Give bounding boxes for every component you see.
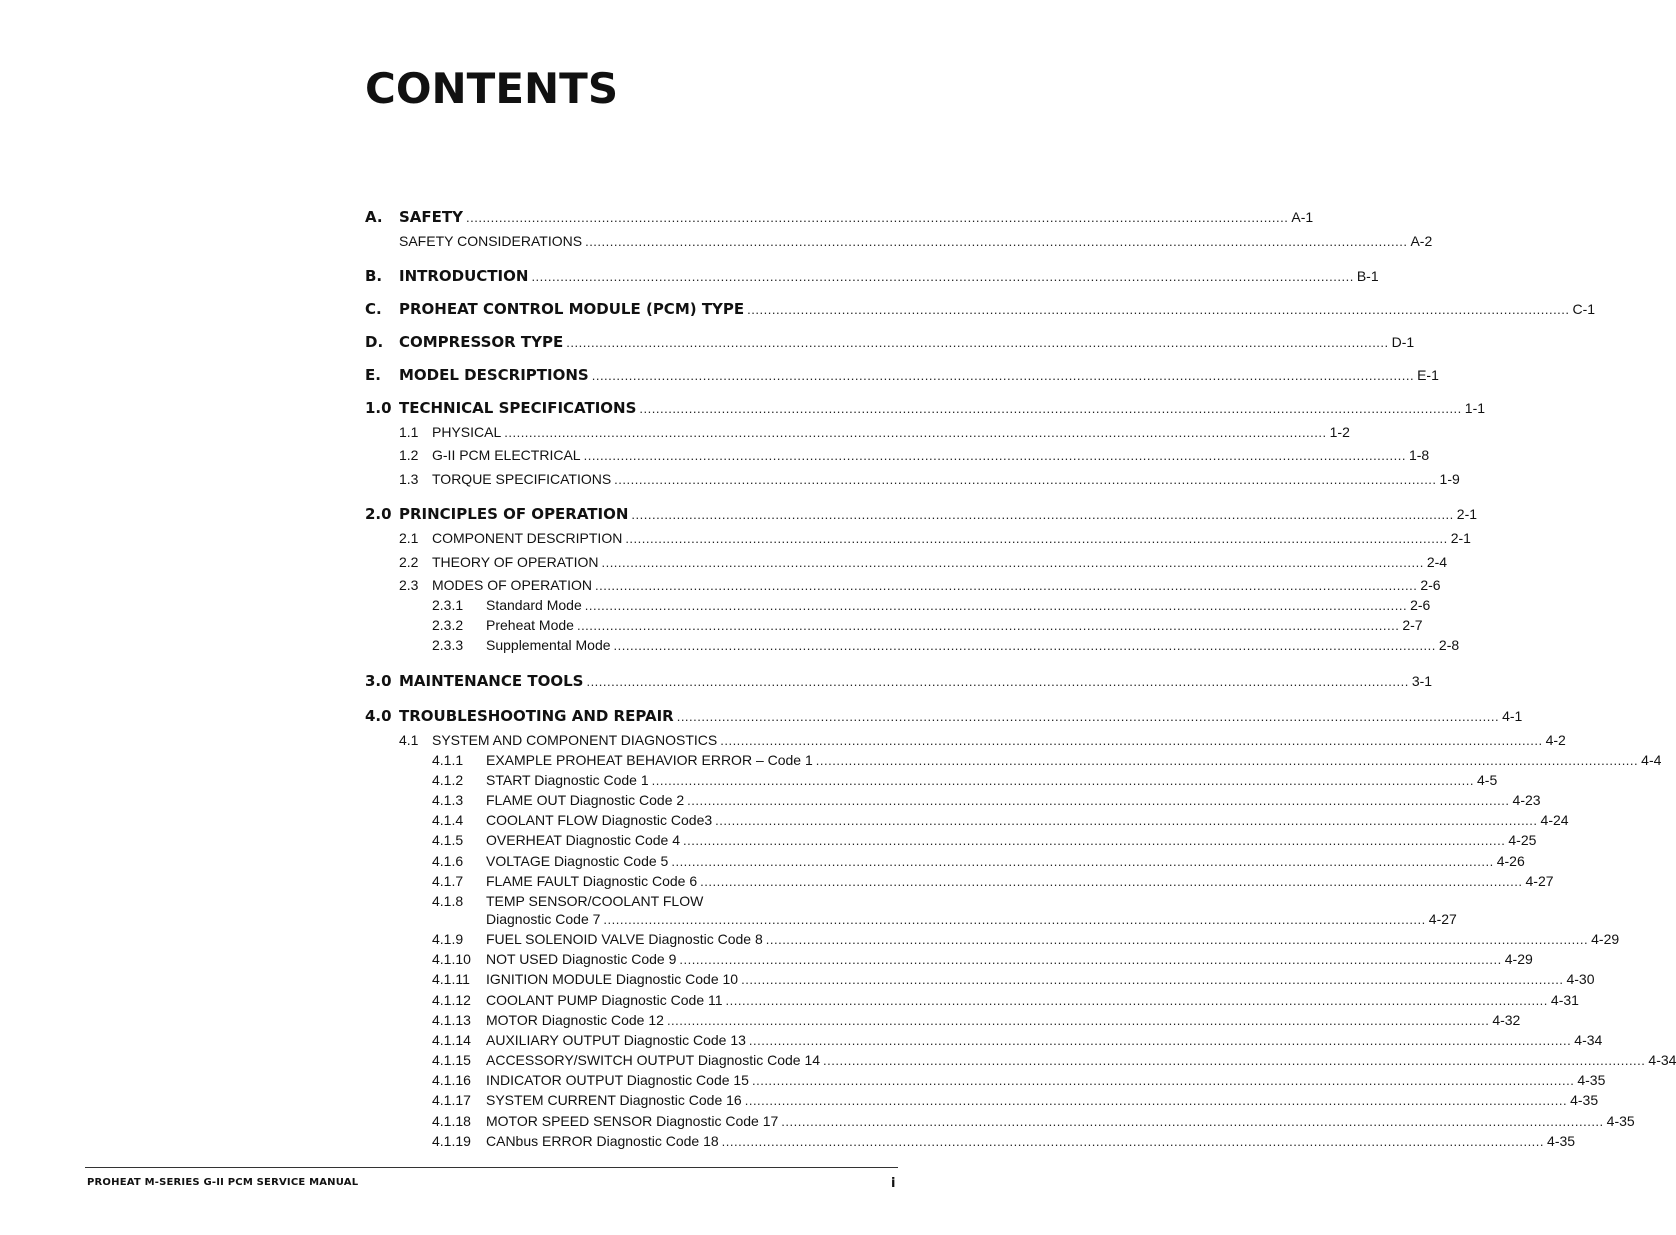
toc-entry-page: 2-4 [1426, 554, 1448, 570]
toc-entry-number: 4.1.12 [432, 992, 471, 1008]
toc-entry-label: G-II PCM ELECTRICAL [432, 447, 581, 463]
toc-entry-number: 4.1.16 [432, 1072, 471, 1088]
toc-entry[interactable] [399, 553, 1448, 572]
toc-entry-page: 1-9 [1439, 471, 1460, 487]
toc-entry[interactable] [432, 852, 1525, 871]
toc-entry[interactable] [399, 423, 1350, 442]
toc-entry-page: 4-27 [1428, 911, 1457, 927]
footer-manual-title: PROHEAT M-SERIES G-II PCM SERVICE MANUAL [87, 1177, 359, 1188]
toc-entry-label: MODES OF OPERATION [432, 577, 592, 593]
dot-leader: ........................................................................................................................................................................................................ [531, 269, 1354, 284]
toc-entry-number: 4.1.8 [432, 893, 464, 909]
toc-entry-page: 4-35 [1606, 1113, 1635, 1129]
toc-entry-number: A. [365, 208, 383, 226]
toc-entry[interactable] [365, 366, 1439, 385]
dot-leader: ........................................................................................................................................................................................................ [765, 932, 1589, 947]
toc-entry-page: 1-1 [1464, 400, 1486, 416]
toc-entry-label: THEORY OF OPERATION [432, 554, 599, 570]
toc-entry[interactable] [432, 1051, 1676, 1070]
dot-leader: ........................................................................................................................................................................................................ [614, 472, 1437, 487]
toc-entry[interactable] [432, 991, 1579, 1010]
toc-entry-label: MOTOR Diagnostic Code 12 [486, 1012, 664, 1028]
toc-entry-page: C-1 [1572, 301, 1596, 317]
toc-entry-label: TECHNICAL SPECIFICATIONS [399, 399, 637, 417]
toc-entry-number: 4.1.19 [432, 1133, 471, 1149]
toc-entry-label: TROUBLESHOOTING AND REPAIR [399, 707, 674, 725]
dot-leader: ........................................................................................................................................................................................................ [601, 555, 1424, 570]
footer-divider [85, 1167, 898, 1168]
dot-leader: ........................................................................................................................................................................................................ [584, 598, 1408, 613]
dot-leader: ........................................................................................................................................................................................................ [748, 1033, 1572, 1048]
toc-entry-number: 4.1.9 [432, 931, 464, 947]
toc-entry[interactable] [365, 208, 1314, 227]
toc-entry[interactable] [365, 672, 1433, 691]
toc-entry-label: SYSTEM AND COMPONENT DIAGNOSTICS [432, 732, 718, 748]
dot-leader: ........................................................................................................................................................................................................ [651, 773, 1475, 788]
toc-entry[interactable] [432, 636, 1460, 655]
toc-entry-number: 2.1 [399, 530, 419, 546]
toc-entry[interactable] [432, 616, 1423, 635]
toc-entry-label: COOLANT FLOW Diagnostic Code3 [486, 812, 713, 828]
toc-entry-label: FLAME OUT Diagnostic Code 2 [486, 792, 685, 808]
toc-entry[interactable] [432, 1091, 1599, 1110]
toc-entry-number: 2.3 [399, 577, 419, 593]
toc-entry[interactable] [432, 950, 1533, 969]
toc-entry-page: 4-25 [1508, 832, 1537, 848]
toc-entry-number: 4.1.5 [432, 832, 464, 848]
toc-entry-page: A-1 [1291, 209, 1314, 225]
dot-leader: ........................................................................................................................................................................................................ [747, 302, 1570, 317]
toc-entry-page: 4-26 [1496, 853, 1525, 869]
toc-entry-page: 4-24 [1540, 812, 1569, 828]
toc-entry-page: 1-8 [1408, 447, 1430, 463]
toc-entry-label: COMPRESSOR TYPE [399, 333, 564, 351]
dot-leader: ........................................................................................................................................................................................................ [679, 952, 1502, 967]
toc-entry[interactable] [399, 731, 1566, 750]
toc-entry-page: D-1 [1391, 334, 1415, 350]
toc-entry-number: 3.0 [365, 672, 392, 690]
toc-entry[interactable] [432, 771, 1498, 790]
dot-leader: ........................................................................................................................................................................................................ [725, 993, 1548, 1008]
toc-entry[interactable] [399, 470, 1460, 489]
toc-entry-page: 4-1 [1502, 708, 1523, 724]
toc-entry-page: 2-6 [1410, 597, 1431, 613]
dot-leader: ........................................................................................................................................................................................................ [504, 425, 1327, 440]
toc-entry-page: 4-27 [1525, 873, 1554, 889]
toc-entry-label: FLAME FAULT Diagnostic Code 6 [486, 873, 698, 889]
toc-entry[interactable] [399, 446, 1430, 465]
toc-entry-number: 4.1.14 [432, 1032, 471, 1048]
dot-leader: ........................................................................................................................................................................................................ [815, 753, 1639, 768]
dot-leader: ........................................................................................................................................................................................................ [721, 1134, 1545, 1149]
toc-entry[interactable] [432, 1112, 1635, 1131]
toc-entry-page: 4-35 [1577, 1072, 1606, 1088]
toc-entry[interactable] [399, 232, 1433, 251]
dot-leader: ........................................................................................................................................................................................................ [741, 972, 1564, 987]
toc-entry-label: TEMP SENSOR/COOLANT FLOW [486, 893, 704, 909]
toc-entry[interactable] [432, 831, 1537, 850]
toc-entry-number: 4.0 [365, 707, 392, 725]
toc-entry-number: 1.1 [399, 424, 419, 440]
toc-entry[interactable] [432, 872, 1554, 891]
toc-entry-label: SAFETY [399, 208, 463, 226]
dot-leader: ........................................................................................................................................................................................................ [715, 813, 1538, 828]
toc-entry-label: SYSTEM CURRENT Diagnostic Code 16 [486, 1092, 742, 1108]
dot-leader: ........................................................................................................................................................................................................ [687, 793, 1510, 808]
toc-entry[interactable] [399, 529, 1471, 548]
toc-entry-number: 2.3.2 [432, 617, 464, 633]
toc-entry[interactable] [432, 930, 1620, 949]
dot-leader: ........................................................................................................................................................................................................ [666, 1013, 1490, 1028]
toc-entry-page: 4-31 [1550, 992, 1579, 1008]
toc-entry[interactable] [432, 892, 893, 910]
toc-entry-page: 4-29 [1504, 951, 1533, 967]
toc-entry-label: VOLTAGE Diagnostic Code 5 [486, 853, 669, 869]
toc-entry-number: 2.0 [365, 505, 392, 523]
toc-entry-page: 4-35 [1547, 1133, 1576, 1149]
toc-entry-label: MOTOR SPEED SENSOR Diagnostic Code 17 [486, 1113, 779, 1129]
toc-entry-number: 1.3 [399, 471, 419, 487]
toc-entry[interactable] [432, 1071, 1606, 1090]
toc-entry[interactable] [365, 505, 1478, 524]
toc-entry-page: 4-32 [1492, 1012, 1521, 1028]
dot-leader: ........................................................................................................................................................................................................ [744, 1093, 1568, 1108]
toc-entry-number: 4.1.10 [432, 951, 471, 967]
toc-entry-number: 4.1.11 [432, 971, 470, 987]
toc-entry[interactable] [432, 596, 1431, 615]
toc-entry-label: IGNITION MODULE Diagnostic Code 10 [486, 971, 739, 987]
toc-entry-label: ACCESSORY/SWITCH OUTPUT Diagnostic Code 14 [486, 1052, 821, 1068]
dot-leader: ........................................................................................................................................................................................................ [700, 874, 1523, 889]
toc-entry[interactable] [432, 791, 1541, 810]
dot-leader: ........................................................................................................................................................................................................ [823, 1053, 1646, 1068]
toc-entry-label: TORQUE SPECIFICATIONS [432, 471, 612, 487]
toc-entry-label: FUEL SOLENOID VALVE Diagnostic Code 8 [486, 931, 763, 947]
toc-entry[interactable] [432, 970, 1595, 989]
toc-entry-label: MODEL DESCRIPTIONS [399, 366, 589, 384]
toc-entry[interactable] [399, 576, 1441, 595]
toc-entry-label: EXAMPLE PROHEAT BEHAVIOR ERROR – Code 1 [486, 752, 813, 768]
toc-entry-number: 4.1.15 [432, 1052, 471, 1068]
toc-entry-number: C. [365, 300, 382, 318]
toc-entry-label: START Diagnostic Code 1 [486, 772, 649, 788]
dot-leader: ........................................................................................................................................................................................................ [639, 401, 1462, 416]
dot-leader: ........................................................................................................................................................................................................ [671, 854, 1494, 869]
toc-entry[interactable] [365, 300, 1596, 319]
toc-entry-label: COOLANT PUMP Diagnostic Code 11 [486, 992, 723, 1008]
dot-leader: ........................................................................................................................................................................................................ [720, 733, 1543, 748]
toc-entry-page: 1-2 [1329, 424, 1350, 440]
toc-entry-number: 4.1.6 [432, 853, 464, 869]
dot-leader: ........................................................................................................................................................................................................ [585, 234, 1408, 249]
toc-entry-number: B. [365, 267, 383, 285]
toc-entry-number: 1.0 [365, 399, 392, 417]
toc-entry-page: 4-4 [1641, 752, 1662, 768]
toc-entry-label: PHYSICAL [432, 424, 502, 440]
toc-entry-page: 4-34 [1648, 1052, 1676, 1068]
toc-entry-number: 4.1.17 [432, 1092, 471, 1108]
toc-entry-label: OVERHEAT Diagnostic Code 4 [486, 832, 681, 848]
toc-entry-page: B-1 [1356, 268, 1379, 284]
toc-entry-number: 4.1.13 [432, 1012, 471, 1028]
toc-entry-label: INTRODUCTION [399, 267, 529, 285]
toc-entry-number: 2.3.1 [432, 597, 464, 613]
toc-entry[interactable] [365, 333, 1415, 352]
dot-leader: ........................................................................................................................................................................................................ [566, 335, 1389, 350]
dot-leader: ........................................................................................................................................................................................................ [583, 448, 1406, 463]
toc-entry-page: E-1 [1417, 367, 1439, 383]
dot-leader: ........................................................................................................................................................................................................ [613, 638, 1436, 653]
toc-entry[interactable] [432, 1031, 1603, 1050]
toc-entry-label: Standard Mode [486, 597, 582, 613]
toc-entry[interactable] [432, 811, 1569, 830]
toc-entry-number: 4.1.18 [432, 1113, 471, 1129]
toc-entry-page: 2-7 [1402, 617, 1423, 633]
toc-entry-page: 4-34 [1574, 1032, 1603, 1048]
toc-entry-label: CANbus ERROR Diagnostic Code 18 [486, 1133, 719, 1149]
toc-entry-label: COMPONENT DESCRIPTION [432, 530, 623, 546]
toc-entry-number: E. [365, 366, 381, 384]
dot-leader: ........................................................................................................................................................................................................ [625, 531, 1448, 546]
toc-entry-page: 4-30 [1566, 971, 1595, 987]
toc-entry-label: Diagnostic Code 7 [486, 911, 601, 927]
toc-entry-continuation[interactable] [486, 910, 1457, 929]
toc-entry-page: 4-23 [1512, 792, 1541, 808]
toc-entry[interactable] [365, 267, 1379, 286]
toc-entry-label: Supplemental Mode [486, 637, 611, 653]
toc-entry-number: D. [365, 333, 384, 351]
dot-leader: ........................................................................................................................................................................................................ [466, 210, 1289, 225]
toc-entry-page: 2-6 [1420, 577, 1441, 593]
toc-entry-label: PRINCIPLES OF OPERATION [399, 505, 629, 523]
dot-leader: ........................................................................................................................................................................................................ [591, 368, 1415, 383]
dot-leader: ........................................................................................................................................................................................................ [781, 1114, 1604, 1129]
toc-entry-label: INDICATOR OUTPUT Diagnostic Code 15 [486, 1072, 749, 1088]
toc-entry-label: Preheat Mode [486, 617, 574, 633]
page-title: CONTENTS [365, 64, 619, 113]
toc-entry-page: 2-1 [1456, 506, 1478, 522]
dot-leader: ........................................................................................................................................................................................................ [586, 674, 1409, 689]
toc-entry-label: NOT USED Diagnostic Code 9 [486, 951, 677, 967]
toc-entry[interactable] [365, 707, 1523, 726]
toc-entry-number: 4.1.3 [432, 792, 464, 808]
toc-entry-page: 2-8 [1438, 637, 1460, 653]
toc-entry-page: 4-5 [1477, 772, 1498, 788]
toc-entry-number: 1.2 [399, 447, 419, 463]
dot-leader: ........................................................................................................................................................................................................ [603, 912, 1426, 927]
toc-entry-page: 4-2 [1545, 732, 1566, 748]
toc-entry-number: 4.1.7 [432, 873, 464, 889]
toc-entry-label: AUXILIARY OUTPUT Diagnostic Code 13 [486, 1032, 746, 1048]
dot-leader: ........................................................................................................................................................................................................ [631, 507, 1454, 522]
dot-leader: ........................................................................................................................................................................................................ [683, 833, 1506, 848]
dot-leader: ........................................................................................................................................................................................................ [576, 618, 1400, 633]
toc-entry-number: 4.1.4 [432, 812, 464, 828]
toc-entry-number: 2.2 [399, 554, 419, 570]
toc-entry[interactable] [365, 399, 1486, 418]
toc-entry-label: SAFETY CONSIDERATIONS [399, 233, 583, 249]
toc-entry-page: A-2 [1410, 233, 1433, 249]
footer-page-number: i [891, 1176, 896, 1191]
toc-entry-number: 4.1 [399, 732, 419, 748]
toc-entry[interactable] [432, 751, 1662, 770]
toc-entry-page: 3-1 [1411, 673, 1433, 689]
toc-entry[interactable] [432, 1132, 1576, 1151]
toc-entry-page: 4-29 [1591, 931, 1620, 947]
toc-entry-number: 4.1.1 [432, 752, 464, 768]
toc-entry[interactable] [432, 1011, 1521, 1030]
toc-entry-page: 4-35 [1570, 1092, 1599, 1108]
toc-entry-label: PROHEAT CONTROL MODULE (PCM) TYPE [399, 300, 745, 318]
toc-entry-number: 4.1.2 [432, 772, 464, 788]
toc-entry-page: 2-1 [1450, 530, 1471, 546]
toc-entry-number: 2.3.3 [432, 637, 464, 653]
toc-entry-label: MAINTENANCE TOOLS [399, 672, 584, 690]
dot-leader: ........................................................................................................................................................................................................ [676, 709, 1500, 724]
dot-leader: ........................................................................................................................................................................................................ [751, 1073, 1575, 1088]
dot-leader: ........................................................................................................................................................................................................ [594, 578, 1418, 593]
